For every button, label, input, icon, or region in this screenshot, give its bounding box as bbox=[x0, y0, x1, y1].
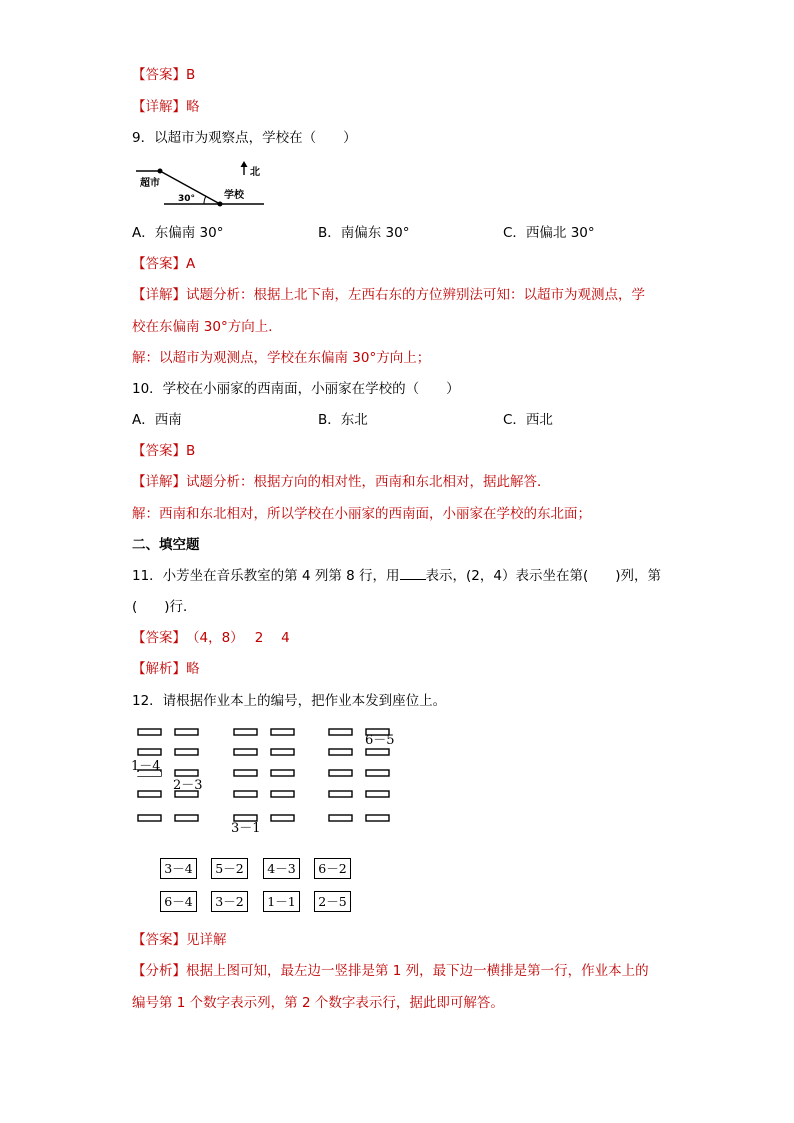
q12-analysis-line-2: 编号第 1 个数字表示列，第 2 个数字表示行，据此即可解答。 bbox=[132, 995, 504, 1011]
homework-books bbox=[160, 858, 360, 914]
q8-answer-line bbox=[132, 66, 195, 84]
seat-desk[interactable] bbox=[175, 770, 198, 776]
answer-tag: 【答案】 bbox=[132, 443, 186, 459]
book[interactable] bbox=[263, 891, 300, 912]
seat-desk[interactable] bbox=[271, 791, 294, 797]
book-label: 1－1 bbox=[267, 894, 296, 909]
q9-option-b: B．南偏东 30° bbox=[318, 225, 410, 241]
book[interactable] bbox=[160, 858, 197, 879]
seat-desk[interactable] bbox=[271, 729, 294, 735]
detail-tag: 【详解】 bbox=[132, 474, 186, 490]
q10-stem: 10．学校在小丽家的西南面，小丽家在学校的（ ） bbox=[132, 381, 460, 397]
seat-desk[interactable] bbox=[175, 729, 198, 735]
seat-grid bbox=[128, 720, 408, 840]
answer-value: （4，8） 2 4 bbox=[179, 630, 290, 646]
q8-detail-line bbox=[132, 98, 200, 116]
q10-option-c: C．西北 bbox=[503, 412, 553, 428]
north-label: 北 bbox=[250, 167, 260, 178]
answer-value: B bbox=[186, 443, 196, 459]
q11-stem bbox=[132, 567, 661, 585]
detail-text: 略 bbox=[186, 99, 200, 115]
seat-desk[interactable] bbox=[138, 815, 161, 821]
q11-analysis-line bbox=[132, 660, 200, 678]
book-label: 5－2 bbox=[215, 861, 244, 876]
book-label: 3－4 bbox=[164, 861, 193, 876]
analysis-text: 略 bbox=[186, 661, 200, 677]
q9-detail-line bbox=[132, 286, 645, 304]
seat-desk[interactable] bbox=[234, 729, 257, 735]
q11-stem-line-2: ( )行． bbox=[132, 599, 197, 615]
seat-desk[interactable] bbox=[138, 749, 161, 755]
seat-desk[interactable] bbox=[234, 791, 257, 797]
q9-option-a: A．东偏南 30° bbox=[132, 225, 224, 241]
seat-desk[interactable] bbox=[138, 791, 161, 797]
seat-label-3-1: 3－1 bbox=[231, 821, 261, 836]
answer-value: A bbox=[186, 256, 196, 272]
q9-option-c: C．西偏北 30° bbox=[503, 225, 595, 241]
q10-option-b: B．东北 bbox=[318, 412, 368, 428]
book-label: 4－3 bbox=[267, 861, 296, 876]
book-label: 3－2 bbox=[215, 894, 244, 909]
analysis-tag: 【分析】 bbox=[132, 963, 186, 979]
analysis-text: 根据上图可知，最左边一竖排是第 1 列，最下边一横排是第一行，作业本上的 bbox=[186, 963, 649, 979]
seat-desk[interactable] bbox=[138, 729, 161, 735]
seat-desk[interactable] bbox=[366, 791, 389, 797]
book-label: 2－5 bbox=[318, 894, 347, 909]
q9-answer-line bbox=[132, 255, 195, 273]
north-arrow-icon bbox=[241, 161, 248, 167]
seat-desk[interactable] bbox=[329, 729, 352, 735]
detail-tag: 【详解】 bbox=[132, 99, 186, 115]
book[interactable] bbox=[211, 891, 248, 912]
q11-stem-part-b: 表示，(2，4）表示坐在第( )列，第 bbox=[425, 568, 662, 584]
detail-text: 试题分析：根据上北下南，左西右东的方位辨别法可知：以超市为观测点，学 bbox=[186, 287, 645, 303]
market-label: 超市 bbox=[140, 178, 160, 189]
q10-detail-line bbox=[132, 473, 551, 491]
seat-label-6-5: 6－5 bbox=[365, 733, 395, 748]
answer-tag: 【答案】 bbox=[132, 256, 186, 272]
answer-tag: 【答案】 bbox=[132, 67, 186, 83]
seat-desk[interactable] bbox=[175, 749, 198, 755]
q12-analysis-line bbox=[132, 962, 649, 980]
detail-tag: 【详解】 bbox=[132, 287, 186, 303]
q12-stem: 12．请根据作业本上的编号，把作业本发到座位上。 bbox=[132, 693, 447, 709]
seat-label-2-3: 2－3 bbox=[173, 778, 203, 793]
seat-desk[interactable] bbox=[271, 749, 294, 755]
q10-solution: 解：西南和东北相对，所以学校在小丽家的西南面，小丽家在学校的东北面； bbox=[132, 506, 591, 522]
answer-value: 见详解 bbox=[186, 932, 227, 948]
book-label: 6－2 bbox=[318, 861, 347, 876]
seat-desk[interactable] bbox=[329, 749, 352, 755]
section-title: 二、填空题 bbox=[132, 537, 200, 553]
book[interactable] bbox=[314, 858, 351, 879]
q12-answer-line bbox=[132, 931, 227, 949]
q10-option-a: A．西南 bbox=[132, 412, 182, 428]
seat-desk[interactable] bbox=[366, 749, 389, 755]
q11-answer-line bbox=[132, 629, 290, 647]
detail-text: 试题分析：根据方向的相对性，西南和东北相对，据此解答． bbox=[186, 474, 551, 490]
school-label: 学校 bbox=[224, 190, 244, 201]
q9-stem: 9．以超市为观察点，学校在（ ） bbox=[132, 130, 357, 146]
seat-desk[interactable] bbox=[329, 791, 352, 797]
q9-solution: 解：以超市为观测点，学校在东偏南 30°方向上； bbox=[132, 350, 431, 366]
seat-desk[interactable] bbox=[234, 770, 257, 776]
book[interactable] bbox=[160, 891, 197, 912]
seat-desk[interactable] bbox=[366, 770, 389, 776]
q11-stem-part-a: 11．小芳坐在音乐教室的第 4 列第 8 行，用 bbox=[132, 568, 400, 584]
angle-label: 30° bbox=[178, 194, 196, 204]
answer-tag: 【答案】 bbox=[132, 932, 186, 948]
book[interactable] bbox=[314, 891, 351, 912]
answer-tag: 【答案】 bbox=[132, 630, 180, 646]
q10-answer-line bbox=[132, 442, 195, 460]
seat-desk[interactable] bbox=[329, 770, 352, 776]
seat-desk[interactable] bbox=[366, 815, 389, 821]
q9-direction-diagram bbox=[130, 158, 270, 212]
analysis-tag: 【解析】 bbox=[132, 661, 186, 677]
seat-desk[interactable] bbox=[271, 815, 294, 821]
book[interactable] bbox=[263, 858, 300, 879]
seat-desk[interactable] bbox=[271, 770, 294, 776]
seat-label-1-4: 1－4 bbox=[131, 759, 161, 774]
fill-blank bbox=[400, 567, 426, 580]
answer-value: B bbox=[186, 67, 196, 83]
book[interactable] bbox=[211, 858, 248, 879]
seat-desk[interactable] bbox=[175, 815, 198, 821]
seat-desk[interactable] bbox=[329, 815, 352, 821]
book-label: 6－4 bbox=[164, 894, 193, 909]
seat-desk[interactable] bbox=[234, 749, 257, 755]
q9-detail-line-2: 校在东偏南 30°方向上． bbox=[132, 319, 282, 335]
